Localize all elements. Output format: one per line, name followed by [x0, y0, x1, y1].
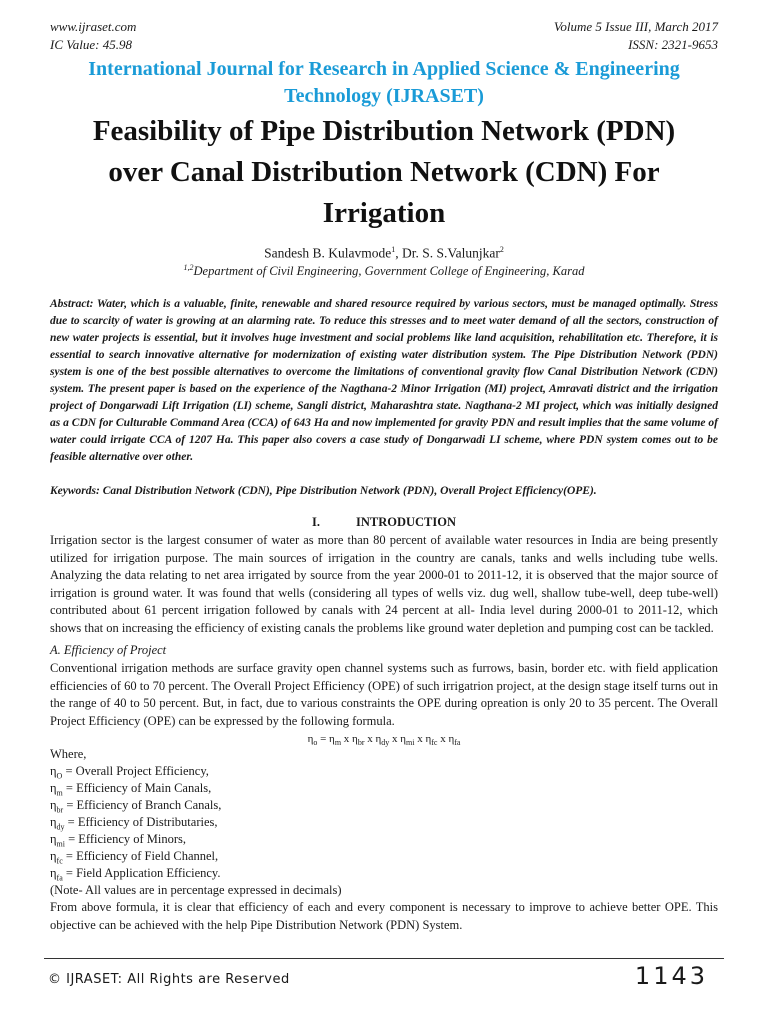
efficiency-paragraph: Conventional irrigation methods are surface gravity open channel systems such as furrows, basin, border etc. with field application efficiencies of 60 to 70 percent. The Overall Project Efficiency (OPE) of such irrigatrion project, at the design stage itself turns out in the range of 40 to 50 percent. But, in fact, due to various constraints the OPE during opreation is only 20 to 35 percent. The Overall Project Efficiency (OPE) can be expressed by the following formula.: [50, 661, 718, 728]
ic-value: IC Value: 45.98: [50, 37, 132, 52]
paper-title-line2: over Canal Distribution Network (CDN) For: [108, 156, 660, 188]
author-1-sup: 1: [391, 245, 396, 254]
keywords: Keywords: Canal Distribution Network (CDN), Pipe Distribution Network (PDN), Overall Project Efficiency(OPE).: [50, 485, 597, 497]
note-text: (Note- All values are in percentage expressed in decimals): [50, 883, 342, 897]
journal-name-line2: Technology (IJRASET): [284, 85, 484, 107]
definition-item: $\eta_m$ = Efficiency of Main Canals,: [50, 781, 212, 798]
paper-title-line3: Irrigation: [322, 197, 446, 229]
definition-item: $\eta_{mi}$ = Efficiency of Minors,: [50, 832, 187, 849]
subsection-heading-efficiency: A. Efficiency of Project: [50, 643, 167, 657]
issn: ISSN: 2321-9653: [628, 37, 718, 52]
journal-website: www.ijraset.com: [50, 19, 137, 34]
author-list: [0, 245, 768, 262]
where-label: Where,: [50, 747, 87, 761]
ope-formula: $\eta_o = \eta_m$ x $\eta_{br}$ x $\eta_{dy}$ x $\eta_{mi}$ x $\eta_{fc}$ x $\eta_{fa}$: [307, 733, 461, 748]
affiliation-sup: 1,2: [183, 263, 194, 272]
author-2-sup: 2: [499, 245, 504, 254]
definition-item: $\eta_O$ = Overall Project Efficiency,: [50, 764, 209, 781]
definition-item: $\eta_{fa}$ = Field Application Efficiency.: [50, 866, 221, 883]
definition-item: $\eta_{br}$ = Efficiency of Branch Canals,: [50, 798, 222, 815]
author-1: Sandesh B. Kulavmode: [264, 245, 392, 261]
abstract: Abstract: Water, which is a valuable, finite, renewable and shared resource required by various sectors, must be managed optimally. Stress due to scarcity of water is growing at an alarming rate. To reduce this stresses and to meet water demand of all the sectors, construction of new water projects is essential, but it involves huge investment and social problems like land acquisition, rehabilitation etc. Therefore, it is essential to search innovative alternative for modernization of existing water distribution system. The Pipe Distribution Network (PDN) system is one of the best possible alternatives to overcome the limitations of conventional gravity flow Canal Distribution Network (CDN) system. The present paper is based on the experience of the Nagthana-2 Minor Irrigation (MI) project, Amravati district and the irrigation project of Dongarwadi Lift Irrigation (LI) scheme, Sangli district, Maharashtra state. Nagthana-2 MI project, which was initially designed as a CDN for Culturable Command Area (CCA) of 643 Ha and now implemented for gravity PDN and result implies that the same volume of water could irrigate CCA of 1207 Ha. This paper also covers a case study of Dongarwadi LI scheme, where PDN system comes out to be feasible alternative over other.: [50, 298, 718, 463]
section-number: I.: [312, 515, 320, 529]
paper-title-line1: Feasibility of Pipe Distribution Network (PDN): [92, 115, 676, 147]
page-number: 1143: [634, 962, 708, 990]
footer-divider: [44, 958, 724, 959]
affiliation: [0, 263, 768, 279]
conclusion-paragraph: From above formula, it is clear that efficiency of each and every component is necessary to improve to achieve better OPE. This objective can be achieved with the help Pipe Distribution Network (PDN) System.: [50, 900, 718, 932]
affiliation-text: Department of Civil Engineering, Government College of Engineering, Karad: [193, 264, 585, 279]
definition-item: $\eta_{dy}$ = Efficiency of Distributaries,: [50, 815, 218, 832]
author-2: , Dr. S. S.Valunjkar: [395, 245, 500, 261]
section-heading-introduction: INTRODUCTION: [356, 515, 457, 529]
introduction-paragraph: Irrigation sector is the largest consumer of water as more than 80 percent of available water resources in India are being presently utilized for irrigation purpose. The main sources of irrigation in the country are canals, tanks and wells including tube wells. Analyzing the data relating to net area irrigated by source from the year 2000-01 to 2011-12, it is observed that the major source of irrigation is ground water. It was found that wells (considering all types of wells viz. dug well, shallow tube-well, deep tube-well) contributed about 61 percent irrigation followed by canals with 24 percent at all- India level during 2000-01 to 2011-12, which shows that on increasing the efficiency of existing canals the problems like ground water depletion and pumping cost can be tackled.: [50, 533, 718, 635]
volume-issue: Volume 5 Issue III, March 2017: [553, 19, 718, 34]
footer-copyright: © IJRASET: All Rights are Reserved: [48, 972, 290, 987]
journal-name-line1: International Journal for Research in Applied Science & Engineering: [88, 58, 680, 80]
definition-item: $\eta_{fc}$ = Efficiency of Field Channel,: [50, 849, 219, 866]
